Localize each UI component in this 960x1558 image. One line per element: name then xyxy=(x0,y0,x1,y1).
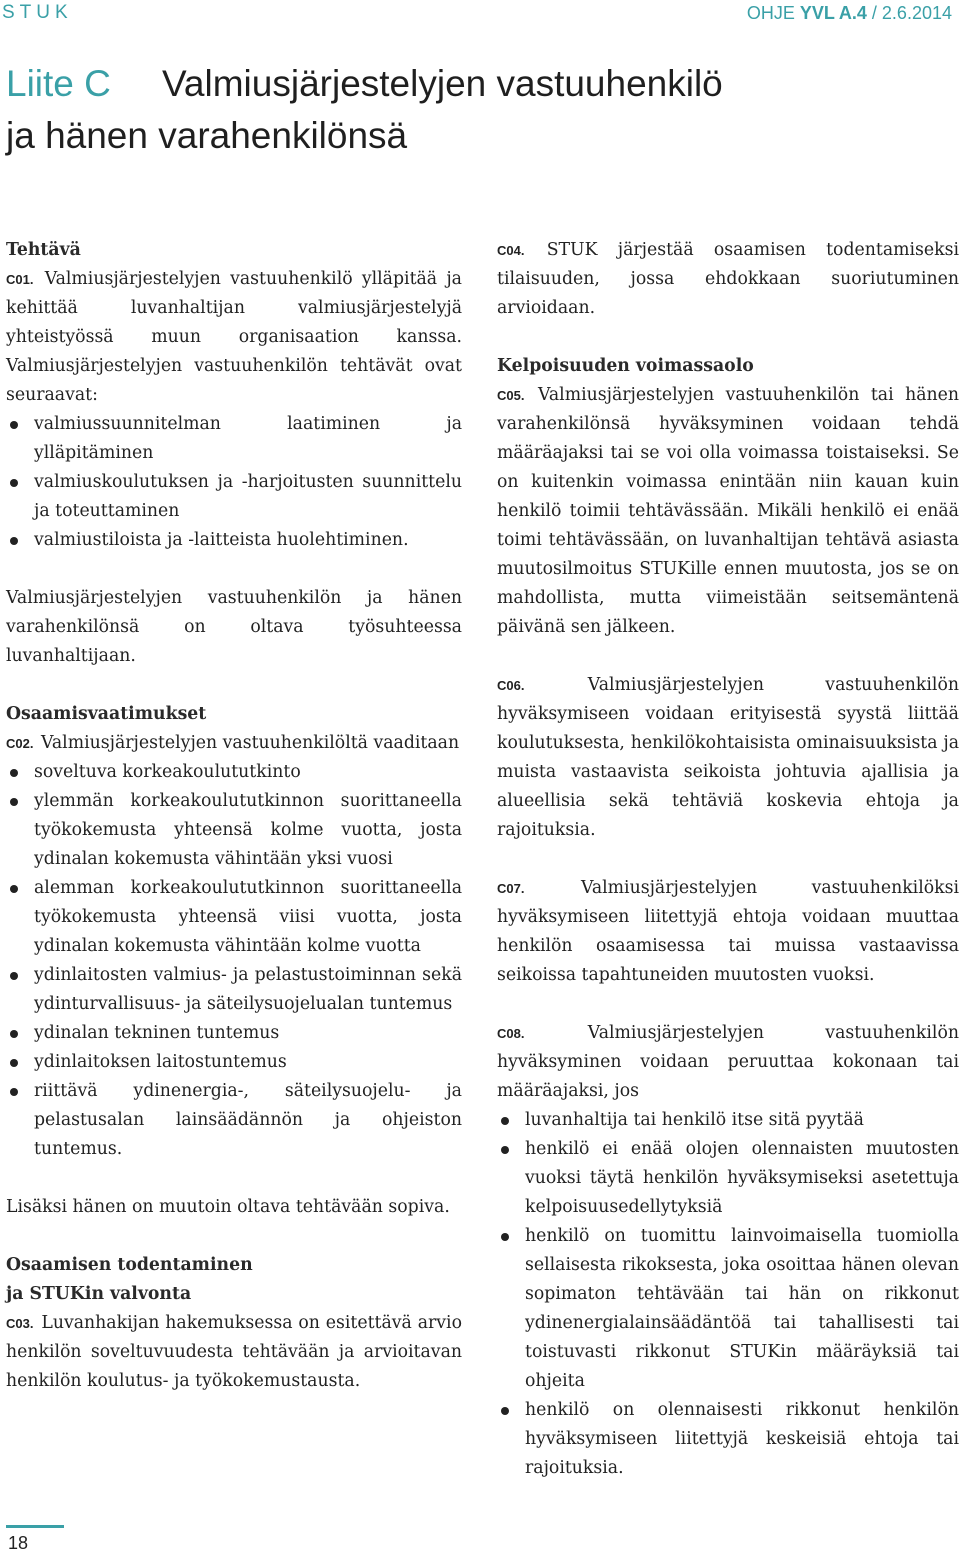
list-item: alemman korkeakoulututkinnon suorittaneella työkokemusta yhteensä viisi vuotta, josta ydinalan kokemusta vähintään kolme vuotta xyxy=(6,874,462,961)
paragraph-c08 xyxy=(497,1019,959,1106)
clause-text: Luvanhakijan hakemuksessa on esitettävä arvio henkilön soveltuvuudesta tehtävään ja arvioitavan henkilön koulutus- ja työkokemustausta. xyxy=(6,1313,462,1391)
guide-date: / 2.6.2014 xyxy=(866,3,952,23)
clause-text: Valmiusjärjestelyjen vastuuhenkilön tai hänen varahenkilönsä hyväksyminen voidaan tehdä määräajaksi tai se voi olla voimassa toistaiseksi. Se on kuitenkin voimassa enintään niin kauan kuin henkilö toimii tehtävässään. Mikäli henkilö ei enää toimi tehtävässään, on luvanhaltijan tehtävä asiasta muutosilmoitus STUKille ennen muutosta, jos se on mahdollista, mutta viimeistään seitsemäntenä päivänä sen jälkeen. xyxy=(497,385,960,637)
clause-text: Valmiusjärjestelyjen vastuuhenkilö ylläpitää ja kehittää luvanhaltijan valmiusjärjestelyjä yhteistyössä muun organisaation kanssa. Valmiusjärjestelyjen vastuuhenkilön tehtävät ovat seuraavat: xyxy=(6,269,462,405)
paragraph-employment: Valmiusjärjestelyjen vastuuhenkilön ja hänen varahenkilönsä on oltava työsuhteessa luvanhaltijaan. xyxy=(6,588,462,666)
right-column xyxy=(497,236,959,1483)
clause-text: Valmiusjärjestelyjen vastuuhenkilöksi hyväksymiseen liitettyjä ehtoja voidaan muuttaa henkilön osaamisessa tai muissa vastaavissa seikoissa tapahtuneiden muutosten vuoksi. xyxy=(497,878,960,985)
clause-code: C06. xyxy=(497,678,525,693)
list-item: valmiuskoulutuksen ja -harjoitusten suunnittelu ja toteuttaminen xyxy=(6,468,462,526)
list-item: luvanhaltija tai henkilö itse sitä pyytää xyxy=(497,1106,959,1135)
title-line-1 xyxy=(6,58,946,110)
footer-rule xyxy=(6,1525,64,1528)
page-header xyxy=(0,0,960,30)
left-column xyxy=(6,236,462,1396)
heading-tehtava: Tehtävä xyxy=(6,240,81,260)
clause-code: C03. xyxy=(6,1316,34,1331)
clause-text: Valmiusjärjestelyjen vastuuhenkilöltä vaaditaan xyxy=(40,733,460,753)
appendix-label: Liite C xyxy=(6,63,111,104)
paragraph-c04 xyxy=(497,236,959,323)
paragraph-lisaksi: Lisäksi hänen on muutoin oltava tehtävään sopiva. xyxy=(6,1197,450,1217)
list-item: ylemmän korkeakoulututkinnon suorittaneella työkokemusta yhteensä kolme vuotta, josta ydinalan kokemusta vähintään yksi vuosi xyxy=(6,787,462,874)
heading-todentaminen-1: Osaamisen todentaminen xyxy=(6,1255,253,1275)
paragraph-c07 xyxy=(497,874,959,990)
list-item: ydinlaitosten valmius- ja pelastustoiminnan sekä ydinturvallisuus- ja säteilysuojelualan tuntemus xyxy=(6,961,462,1019)
paragraph-c03 xyxy=(6,1309,462,1396)
clause-code: C01. xyxy=(6,272,34,287)
paragraph-c02 xyxy=(6,729,462,758)
heading-kelpoisuus: Kelpoisuuden voimassaolo xyxy=(497,356,754,376)
paragraph-c05 xyxy=(497,381,959,642)
clause-code: C02. xyxy=(6,736,34,751)
title-line-2: ja hänen varahenkilönsä xyxy=(6,115,408,156)
page-number: 18 xyxy=(8,1533,29,1553)
guide-prefix: OHJE xyxy=(746,3,800,23)
brand-name: STUK xyxy=(2,2,73,23)
c02-list xyxy=(6,758,462,1164)
guide-reference xyxy=(747,3,952,24)
list-item: soveltuva korkeakoulututkinto xyxy=(6,758,462,787)
heading-todentaminen-2: ja STUKin valvonta xyxy=(6,1284,192,1304)
title-text-1: Valmiusjärjestelyjen vastuuhenkilö xyxy=(162,63,723,104)
list-item: henkilö on olennaisesti rikkonut henkilön hyväksymiseen liitettyjä keskeisiä ehtoja tai rajoituksia. xyxy=(497,1396,959,1483)
page-title xyxy=(6,58,946,162)
list-item: henkilö ei enää olojen olennaisten muutosten vuoksi täytä henkilön hyväksymiseksi asetettuja kelpoisuusedellytyksiä xyxy=(497,1135,959,1222)
clause-code: C04. xyxy=(497,243,525,258)
guide-code: YVL A.4 xyxy=(799,3,867,23)
clause-text: Valmiusjärjestelyjen vastuuhenkilön hyväksyminen voidaan peruuttaa kokonaan tai määräajaksi, jos xyxy=(497,1023,959,1101)
list-item: valmiustiloista ja -laitteista huolehtiminen. xyxy=(6,526,462,555)
paragraph-c06 xyxy=(497,671,959,845)
list-item: ydinlaitoksen laitostuntemus xyxy=(6,1048,462,1077)
clause-text: Valmiusjärjestelyjen vastuuhenkilön hyväksymiseen voidaan erityisestä syystä liittää koulutuksesta, henkilökohtaisista ominaisuuksista ja muista vastaavista seikoista johtuvia ajallisia ja alueellisia sekä tehtäviä koskevia ehtoja ja rajoituksia. xyxy=(497,675,959,840)
heading-osaamisvaatimukset: Osaamisvaatimukset xyxy=(6,704,207,724)
list-item: valmiussuunnitelman laatiminen ja ylläpitäminen xyxy=(6,410,462,468)
clause-text: STUK järjestää osaamisen todentamiseksi tilaisuuden, jossa ehdokkaan suoriutuminen arvioidaan. xyxy=(497,240,959,318)
paragraph-c01 xyxy=(6,265,462,410)
c08-list xyxy=(497,1106,959,1483)
clause-code: C05. xyxy=(497,388,525,403)
list-item: riittävä ydinenergia-, säteilysuojelu- ja pelastusalan lainsäädännön ja ohjeiston tuntemus. xyxy=(6,1077,462,1164)
clause-code: C07. xyxy=(497,881,525,896)
c01-list xyxy=(6,410,462,555)
clause-code: C08. xyxy=(497,1026,525,1041)
list-item: ydinalan tekninen tuntemus xyxy=(6,1019,462,1048)
list-item: henkilö on tuomittu lainvoimaisella tuomiolla sellaisesta rikoksesta, joka osoittaa hänen olevan sopimaton tehtävään tai hän on rikkonut ydinenergialainsäädäntöä tai tahallisesti tai toistuvasti rikkonut STUKin määräyksiä tai ohjeita xyxy=(497,1222,959,1396)
